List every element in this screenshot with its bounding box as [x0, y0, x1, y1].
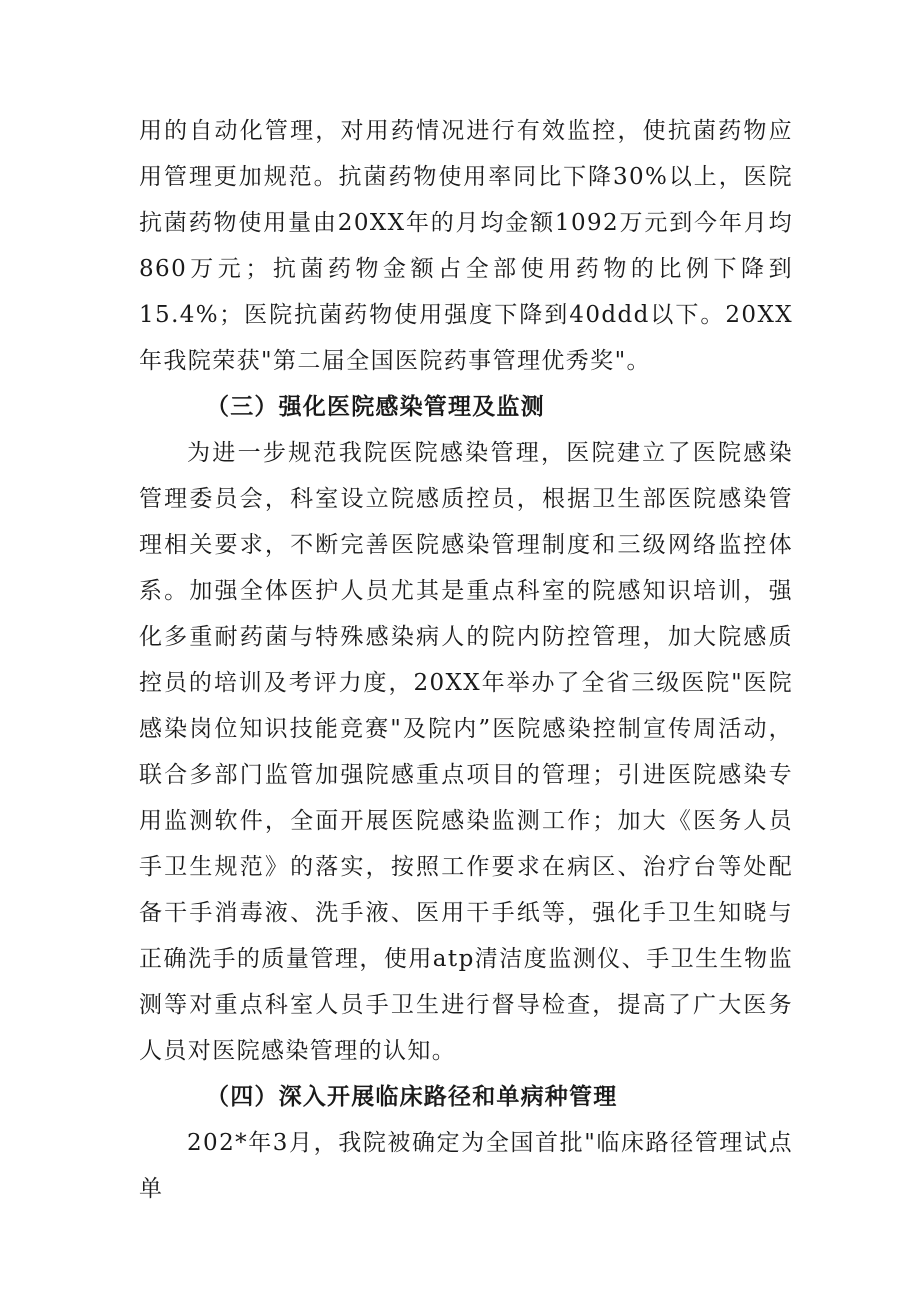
section-heading-infection-management: （三）强化医院感染管理及监测 — [206, 394, 545, 420]
document-body — [139, 108, 793, 1212]
paragraph-antibiotics: 用的自动化管理，对用药情况进行有效监控，使抗菌药物应用管理更加规范。抗菌药物使用率同比下降30%以上，医院抗菌药物使用量由20XX年的月均金额1092万元到今年月均860万元；抗菌药物金额占全部使用药物的比例下降到15.4%；医院抗菌药物使用强度下降到40ddd以下。20XX年我院荣获"第二届全国医院药事管理优秀奖"。 — [139, 118, 793, 374]
section-heading-clinical-pathway: （四）深入开展临床路径和单病种管理 — [206, 1084, 618, 1110]
paragraph-infection-management: 为进一步规范我院医院感染管理，医院建立了医院感染管理委员会，科室设立院感质控员，根据卫生部医院感染管理相关要求，不断完善医院感染管理制度和三级网络监控体系。加强全体医护人员尤其是重点科室的院感知识培训，强化多重耐药菌与特殊感染病人的院内防控管理，加大院感质控员的培训及考评力度，20XX年举办了全省三级医院"医院感染岗位知识技能竞赛"及院内”医院感染控制宣传周活动，联合多部门监管加强院感重点项目的管理；引进医院感染专用监测软件，全面开展医院感染监测工作；加大《医务人员手卫生规范》的落实，按照工作要求在病区、治疗台等处配备干手消毒液、洗手液、医用干手纸等，强化手卫生知晓与正确洗手的质量管理，使用atp清洁度监测仪、手卫生生物监测等对重点科室人员手卫生进行督导检查，提高了广大医务人员对医院感染管理的认知。 — [139, 440, 793, 1064]
paragraph-clinical-pathway: 202*年3月，我院被确定为全国首批"临床路径管理试点单 — [139, 1130, 793, 1202]
